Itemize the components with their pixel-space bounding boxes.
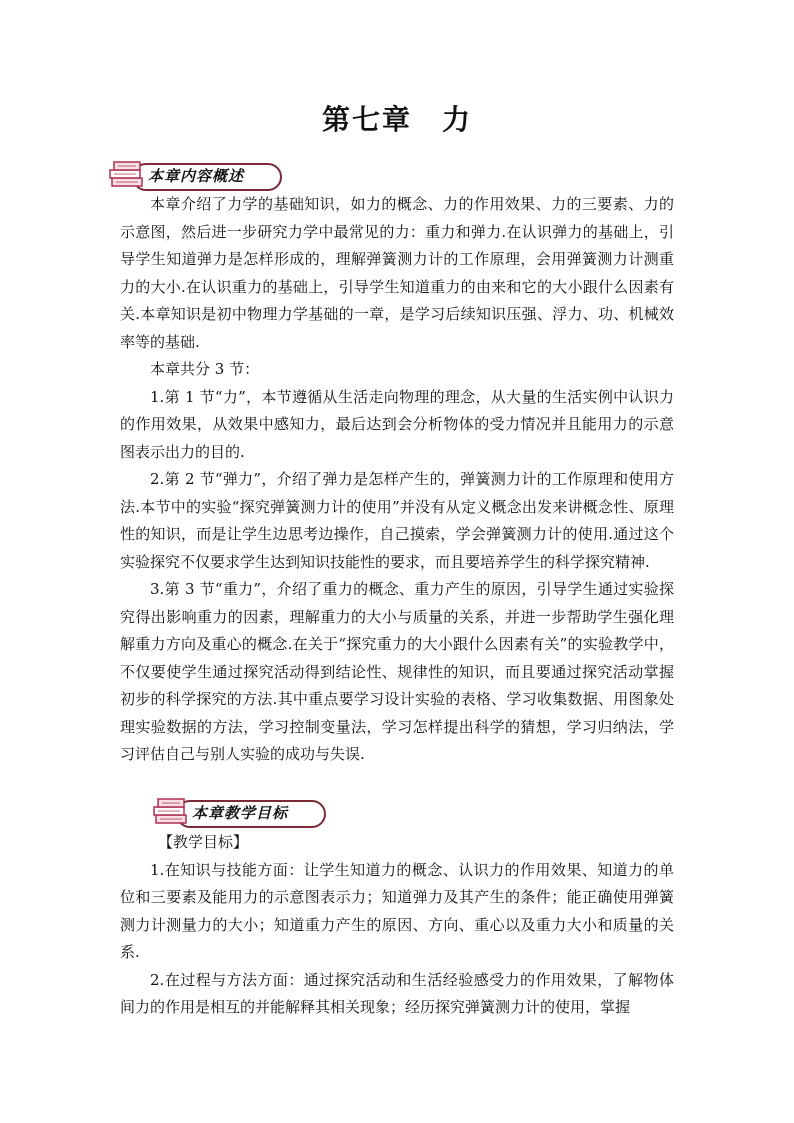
subheading: 【教学目标】 (158, 833, 249, 851)
section-goals-body (120, 829, 674, 1022)
section-overview-body (120, 191, 674, 769)
paragraph: 本章共分 3 节： (150, 360, 260, 378)
section-banner-goals (150, 793, 330, 833)
paragraph: 本章介绍了力学的基础知识，如力的概念、力的作用效果、力的三要素、力的示意图，然后进一步研究力学中最常见的力：重力和弹力.在认识弹力的基础上，引导学生知道弹力是怎样形成的，理解弹簧测力计的工作原理，会用弹簧测力计测重力的大小.在认识重力的基础上，引导学生知道重力的由来和它的大小跟什么因素有关.本章知识是初中物理力学基础的一章，是学习后续知识压强、浮力、功、机械效率等的基础. (120, 195, 674, 351)
paragraph: 3.第 3 节“重力”，介绍了重力的概念、重力产生的原因，引导学生通过实验探究得出影响重力的因素，理解重力的大小与质量的关系，并进一步帮助学生强化理解重力方向及重心的概念.在关于“探究重力的大小跟什么因素有关”的实验教学中，不仅要使学生通过探究活动得到结论性、规律性的知识，而且要通过探究活动掌握初步的科学探究的方法.其中重点要学习设计实验的表格、学习收集数据、用图象处理实验数据的方法，学习控制变量法，学习怎样提出科学的猜想，学习归纳法，学习评估自己与别人实验的成功与失误. (120, 580, 674, 763)
banner-label: 本章教学目标 (192, 804, 289, 822)
banner-label: 本章内容概述 (148, 167, 245, 185)
paragraph: 2.在过程与方法方面：通过探究活动和生活经验感受力的作用效果，了解物体间力的作用是相互的并能解释其相关现象；经历探究弹簧测力计的使用，掌握 (120, 970, 674, 1016)
paragraph: 1.在知识与技能方面：让学生知道力的概念、认识力的作用效果、知道力的单位和三要素及能用力的示意图表示力；知道弹力及其产生的条件；能正确使用弹簧测力计测量力的大小；知道重力产生的原因、方向、重心以及重力大小和质量的关系. (120, 860, 674, 961)
chapter-title: 第七章 力 (321, 103, 472, 136)
section-banner-overview (106, 156, 286, 196)
paragraph: 2.第 2 节“弹力”，介绍了弹力是怎样产生的，弹簧测力计的工作原理和使用方法.本节中的实验“探究弹簧测力计的使用”并没有从定义概念出发来讲概念性、原理性的知识，而是让学生边思考边操作，自己摸索，学会弹簧测力计的使用.通过这个实验探究不仅要求学生达到知识技能性的要求，而且要培养学生的科学探究精神. (120, 470, 674, 571)
books-icon (150, 793, 194, 833)
books-icon (106, 156, 150, 196)
paragraph: 1.第 1 节“力”，本节遵循从生活走向物理的理念，从大量的生活实例中认识力的作用效果，从效果中感知力，最后达到会分析物体的受力情况并且能用力的示意图表示出力的目的. (120, 387, 674, 461)
